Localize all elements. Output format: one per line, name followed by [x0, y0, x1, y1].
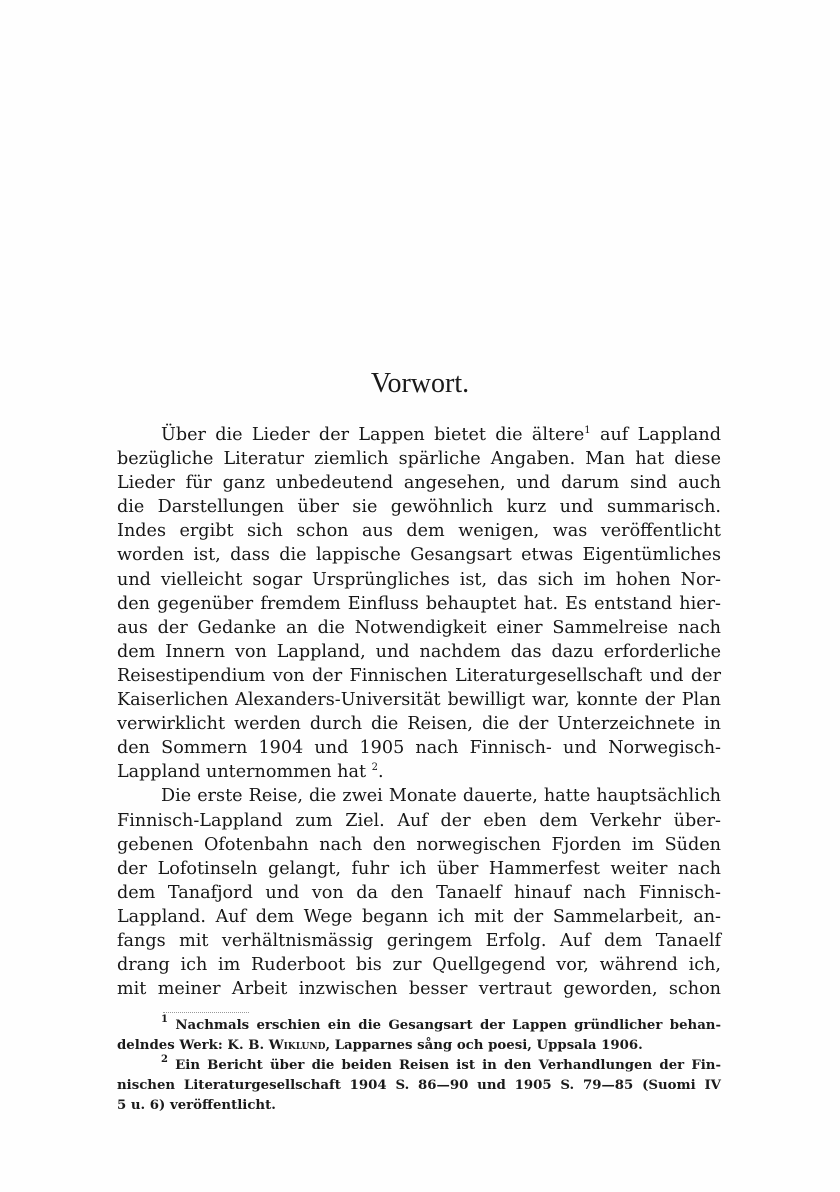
footnote-divider — [163, 1012, 249, 1013]
text-line: den gegenüber fremdem Einfluss behauptet hat. Es entstand hier- — [117, 593, 721, 614]
text-line: Kaiserlichen Alexanders-Universität bewilligt war, konnte der Plan — [117, 690, 721, 711]
text-line: Indes ergibt sich schon aus dem wenigen, was veröffentlicht — [117, 521, 721, 542]
text-line: die Darstellungen über sie gewöhnlich kurz und summarisch. — [117, 497, 721, 518]
footnote-line: delndes Werk: K. B. Wiklund, Lapparnes sång och poesi, Uppsala 1906. — [117, 1038, 643, 1053]
footnote-number: 1 — [161, 1014, 168, 1025]
body-text — [117, 423, 721, 1001]
footnote-line: nischen Literaturgesellschaft 1904 S. 86—90 und 1905 S. 79—85 (Suomi IV — [117, 1078, 721, 1093]
text-line: Lieder für ganz unbedeutend angesehen, und darum sind auch — [117, 473, 721, 494]
text-line: den Sommern 1904 und 1905 nach Finnisch- und Norwegisch- — [117, 738, 721, 759]
footnote-line: $^1$ Nachmals erschien ein die Gesangsart der Lappen gründlicher behan- — [161, 1014, 721, 1033]
text-line: worden ist, dass die lappische Gesangsart etwas Eigentümliches — [117, 545, 721, 566]
text-line: aus der Gedanke an die Notwendigkeit einer Sammelreise nach — [117, 617, 721, 638]
text-line: und vielleicht sogar Ursprüngliches ist, das sich im hohen Nor- — [117, 569, 721, 590]
footnote-ref[interactable]: 1 — [584, 425, 591, 436]
text-line: drang ich im Ruderboot bis zur Quellgegend vor, während ich, — [117, 955, 721, 976]
author-name: Wiklund — [268, 1038, 326, 1053]
text-line: Lappland unternommen hat $^2$. — [117, 762, 384, 783]
text-line: bezügliche Literatur ziemlich spärliche Angaben. Man hat diese — [117, 449, 721, 470]
text-line: gebenen Ofotenbahn nach den norwegischen Fjorden im Süden — [117, 834, 721, 855]
footnotes — [117, 1016, 721, 1116]
footnote-line: 5 u. 6) veröffentlicht. — [117, 1098, 276, 1113]
text-line: Finnisch-Lappland zum Ziel. Auf der eben dem Verkehr über- — [117, 810, 721, 831]
footnote-ref[interactable]: 2 — [371, 762, 379, 774]
text-line: Über die Lieder der Lappen bietet die ältere$^1$ auf Lappland — [161, 425, 721, 445]
footnote-number: 2 — [161, 1054, 168, 1065]
page-title: Vorwort. — [370, 368, 470, 399]
text-line: fangs mit verhältnismässig geringem Erfolg. Auf dem Tanaelf — [117, 930, 721, 951]
text-line: verwirklicht werden durch die Reisen, die der Unterzeichnete in — [117, 714, 721, 735]
text-line: Die erste Reise, die zwei Monate dauerte, hatte hauptsächlich — [161, 786, 721, 807]
text-line: dem Innern von Lappland, und nachdem das dazu erforderliche — [117, 641, 721, 662]
text-line: mit meiner Arbeit inzwischen besser vertraut geworden, schon — [117, 979, 721, 1000]
text-line: dem Tanafjord und von da den Tanaelf hinauf nach Finnisch- — [117, 882, 721, 903]
text-line: der Lofotinseln gelangt, fuhr ich über Hammerfest weiter nach — [117, 858, 721, 879]
text-line: Reisestipendium von der Finnischen Literaturgesellschaft und der — [117, 665, 721, 686]
text-line: Lappland. Auf dem Wege begann ich mit der Sammelarbeit, an- — [117, 906, 721, 927]
footnote-line: $^2$ Ein Bericht über die beiden Reisen ist in den Verhandlungen der Fin- — [161, 1054, 721, 1073]
